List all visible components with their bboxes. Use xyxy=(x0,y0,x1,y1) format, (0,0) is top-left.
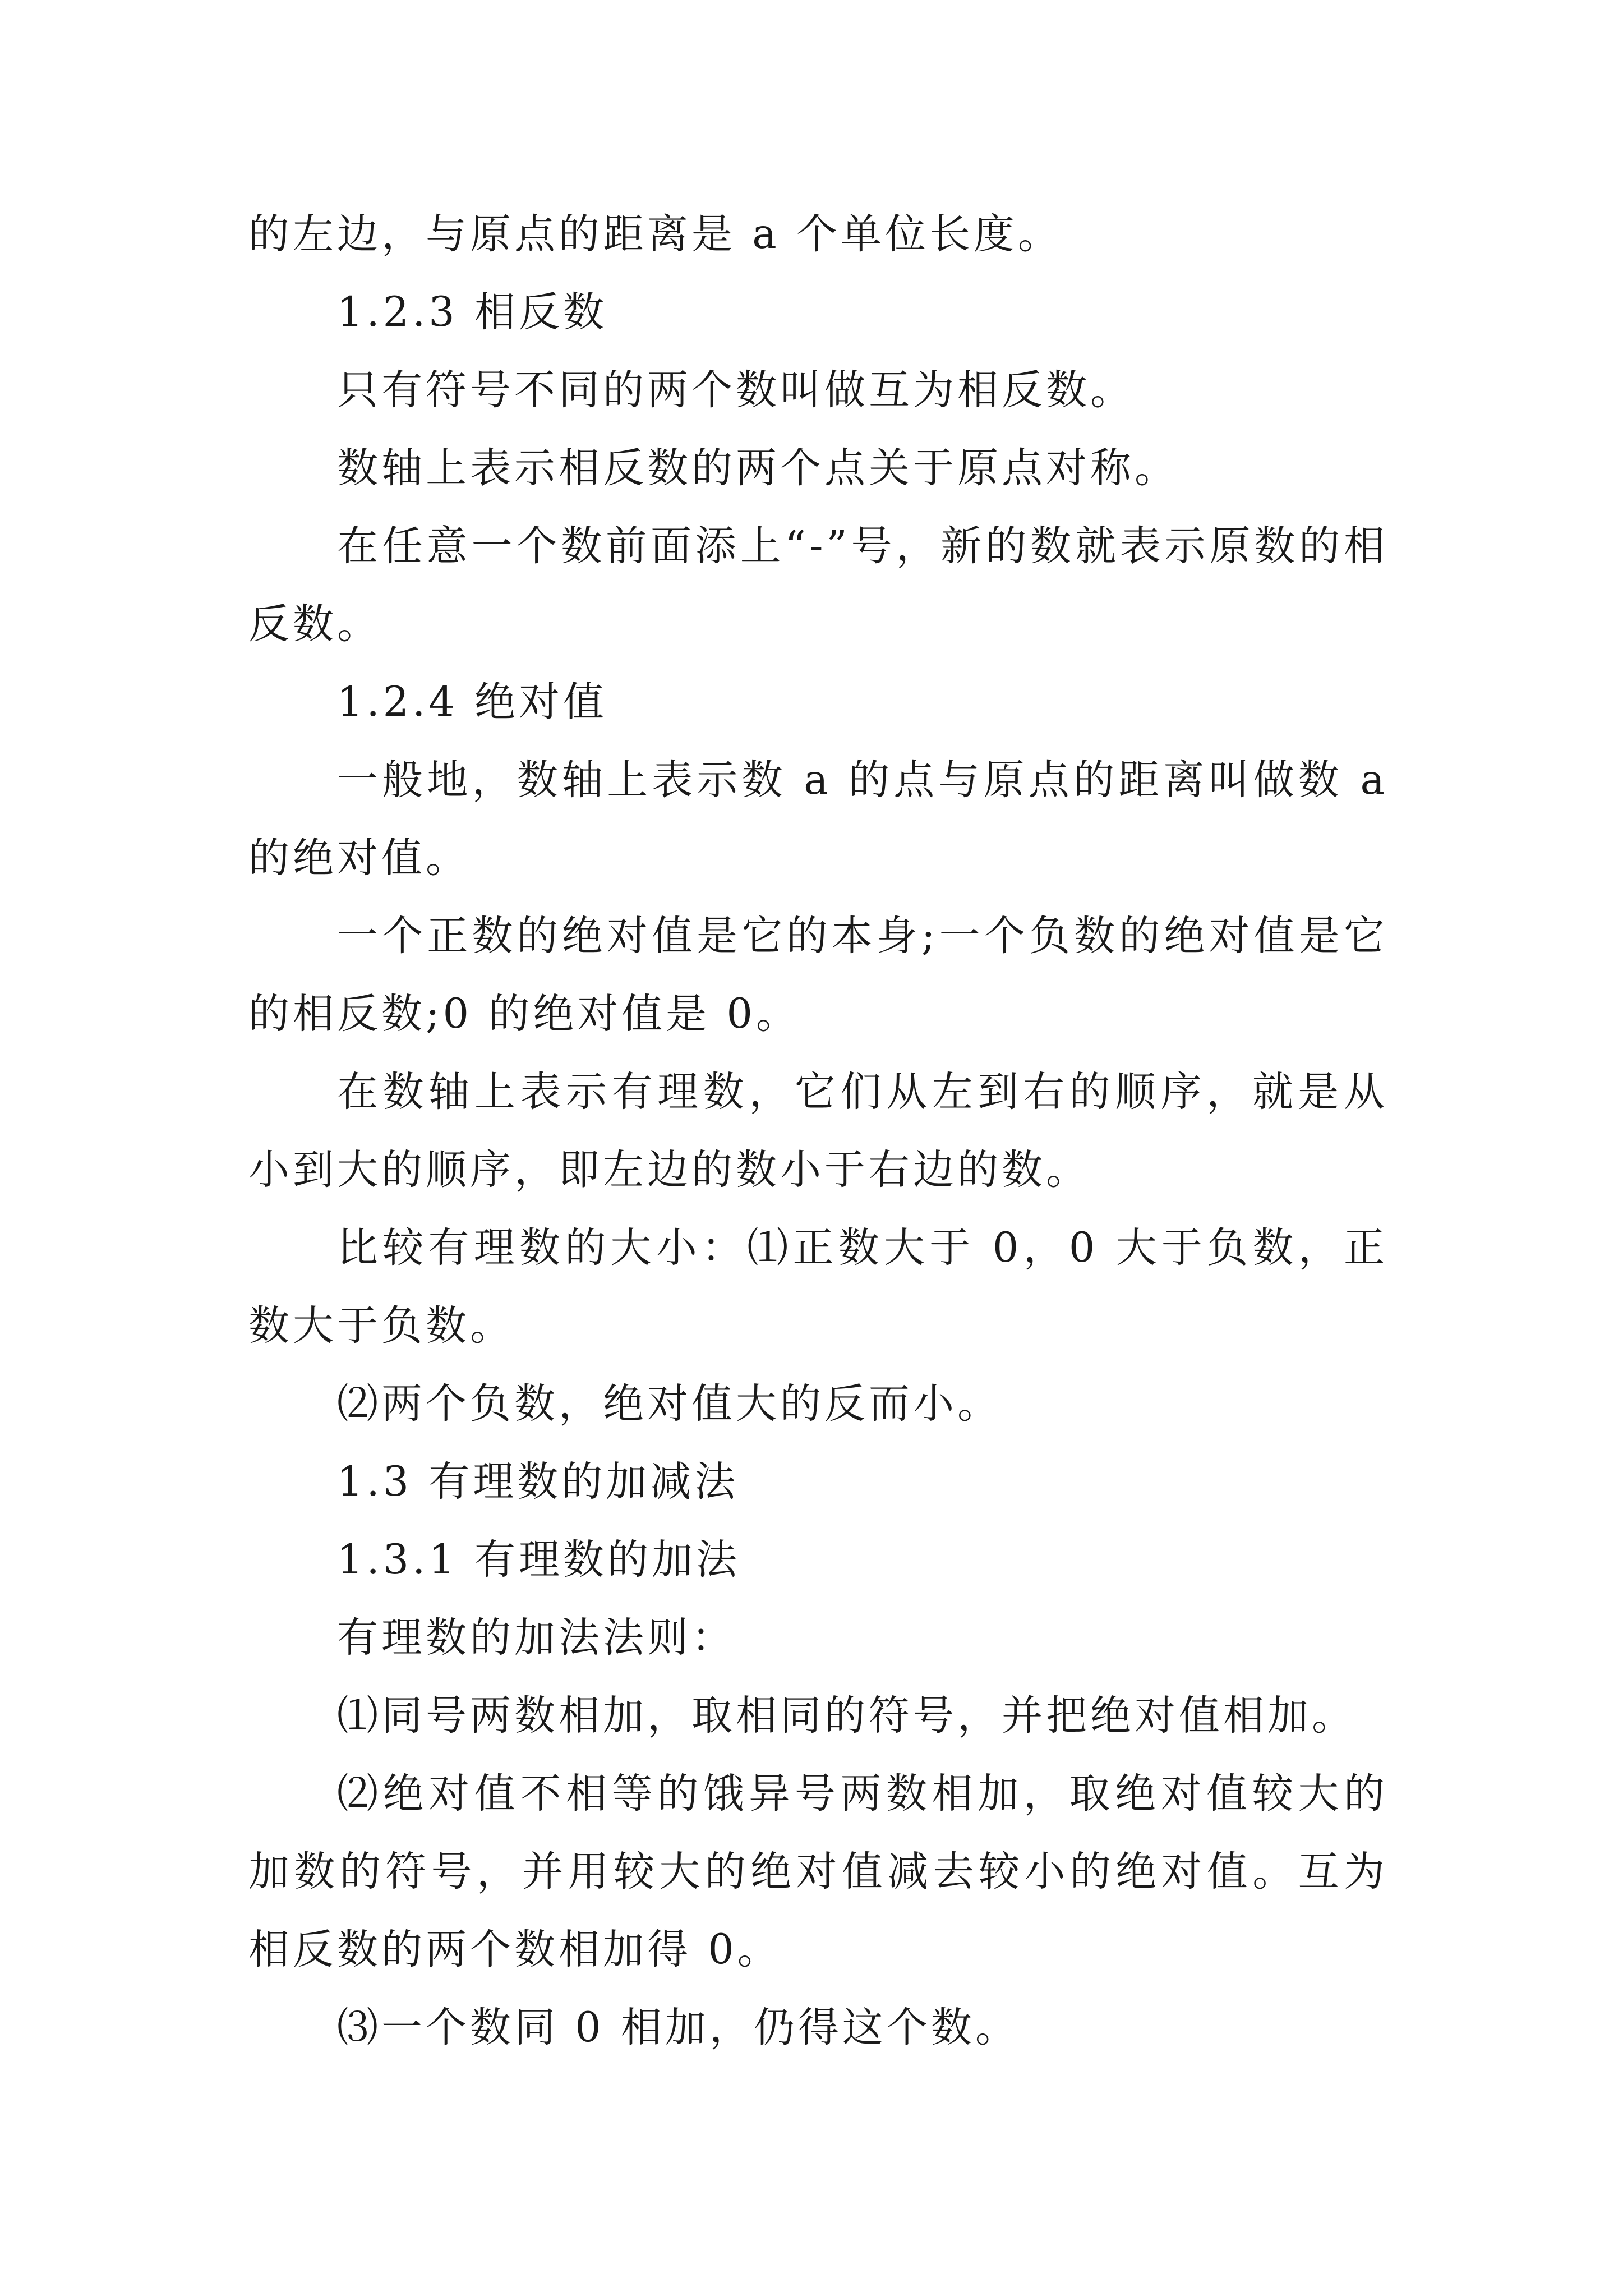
section-heading-1-2-3: 1.2.3 相反数 xyxy=(337,288,607,336)
paragraph-opposite-definition: 只有符号不同的两个数叫做互为相反数。 xyxy=(337,366,1135,414)
paragraph-compare-rule-1: 比较有理数的大小：⑴正数大于 0，0 大于负数，正数大于负数。 xyxy=(248,1224,1388,1350)
paragraph-continuation: 的左边，与原点的距离是 a 个单位长度。 xyxy=(248,210,1062,258)
paragraph-opposite-sign: 在任意一个数前面添上“-”号，新的数就表示原数的相反数。 xyxy=(248,522,1388,648)
section-heading-1-3: 1.3 有理数的加减法 xyxy=(337,1458,739,1506)
paragraph-addition-rule-2: ⑵绝对值不相等的饿异号两数相加，取绝对值较大的加数的符号，并用较大的绝对值减去较小的绝对值。互为相反数的两个数相加得 0。 xyxy=(248,1770,1388,1973)
section-heading-1-3-1: 1.3.1 有理数的加法 xyxy=(337,1536,740,1584)
paragraph-addition-rule-1: ⑴同号两数相加，取相同的符号，并把绝对值相加。 xyxy=(337,1692,1356,1740)
paragraph-absolute-rules: 一个正数的绝对值是它的本身;一个负数的绝对值是它的相反数;0 的绝对值是 0。 xyxy=(248,912,1388,1038)
paragraph-addition-rule-3: ⑶一个数同 0 相加，仍得这个数。 xyxy=(337,2004,1020,2051)
paragraph-number-line-order: 在数轴上表示有理数，它们从左到右的顺序，就是从小到大的顺序，即左边的数小于右边的数。 xyxy=(248,1068,1388,1194)
section-heading-1-2-4: 1.2.4 绝对值 xyxy=(337,678,607,726)
paragraph-compare-rule-2: ⑵两个负数，绝对值大的反而小。 xyxy=(337,1380,1002,1428)
paragraph-addition-rules-title: 有理数的加法法则： xyxy=(337,1614,736,1662)
document-body xyxy=(248,195,1388,2067)
paragraph-absolute-definition: 一般地，数轴上表示数 a 的点与原点的距离叫做数 a 的绝对值。 xyxy=(248,756,1388,882)
paragraph-opposite-symmetry: 数轴上表示相反数的两个点关于原点对称。 xyxy=(337,444,1179,492)
